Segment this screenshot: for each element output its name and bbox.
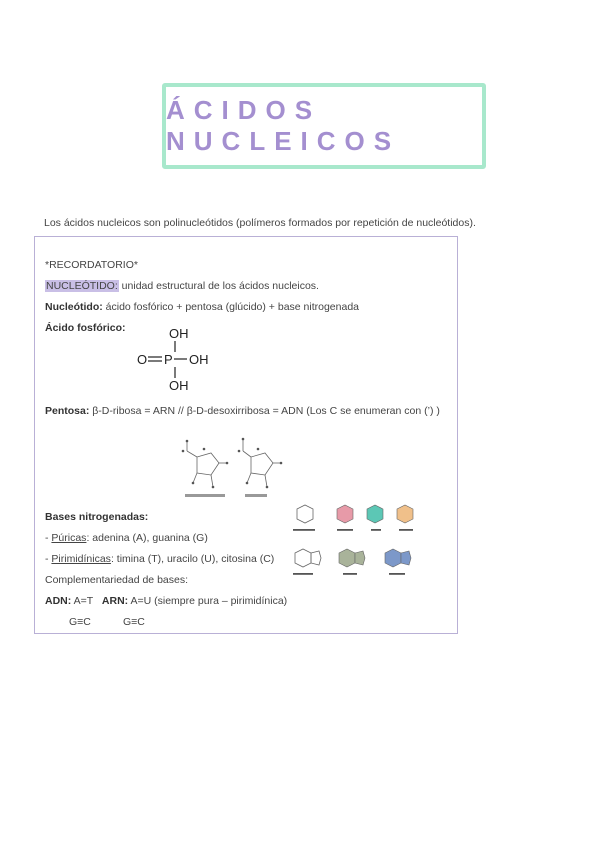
oh-bottom: OH (169, 378, 189, 393)
puricas-term: Púricas (51, 532, 87, 544)
puricas-line (45, 532, 208, 544)
pirimidinicas-line (45, 553, 274, 565)
nucleotido-definition (45, 280, 319, 292)
nucleotido-comp-text: ácido fosfórico + pentosa (glúcido) + base nitrogenada (102, 301, 360, 313)
pirimidinicas-prefix: - (45, 553, 52, 565)
bases-label: Bases nitrogenadas: (45, 511, 149, 523)
pentosa-term: Pentosa: (45, 405, 90, 417)
pirimidinicas-term: Pirimidínicas (51, 553, 111, 565)
puricas-prefix: - (45, 532, 52, 544)
adn-arn-line (45, 595, 287, 607)
nucleotido-comp-term: Nucleótido: (45, 301, 103, 313)
complementariedad-label: Complementariedad de bases: (45, 574, 189, 586)
arn-term: ARN: (101, 595, 129, 607)
nucleotido-term: NUCLEÓTIDO: (46, 280, 118, 292)
adn-value: A=T (71, 595, 94, 607)
bases-line (45, 511, 148, 523)
puricas-text: : adenina (A), guanina (G) (86, 532, 208, 544)
nucleotido-composition (45, 301, 359, 313)
title-box (162, 83, 486, 169)
pentose-structures-image (175, 433, 285, 501)
nucleotido-def-text: unidad estructural de los ácidos nucleicos. (118, 280, 319, 292)
gc-right: G≡C (123, 616, 145, 628)
acido-fosforico-line (45, 322, 126, 334)
pirimidinicas-text: : timina (T), uracilo (U), citosina (C) (110, 553, 275, 565)
recordatorio-label: *RECORDATORIO* (45, 259, 138, 271)
phosphoric-acid-structure (131, 323, 221, 395)
page-title: ÁCIDOS NUCLEICOS (166, 95, 401, 156)
acido-fosforico-label: Ácido fosfórico: (45, 322, 126, 334)
pentosa-text: β-D-ribosa = ARN // β-D-desoxirribosa = ADN (Los C se enumeran con (’) ) (89, 405, 440, 417)
arn-value: A=U (siempre pura – pirimidínica) (128, 595, 288, 607)
oh-top: OH (169, 326, 189, 341)
oxygen-left: O (137, 352, 148, 367)
oh-right: OH (189, 352, 209, 367)
adn-term: ADN: (45, 595, 72, 607)
pentosa-line (45, 405, 440, 417)
content-panel (34, 236, 458, 634)
gc-left: G≡C (69, 616, 91, 628)
phosphorus: P (164, 352, 173, 367)
nitrogenous-bases-image (287, 499, 427, 581)
intro-text: Los ácidos nucleicos son polinucleótidos (polímeros formados por repetición de nucleótidos). (44, 217, 476, 229)
